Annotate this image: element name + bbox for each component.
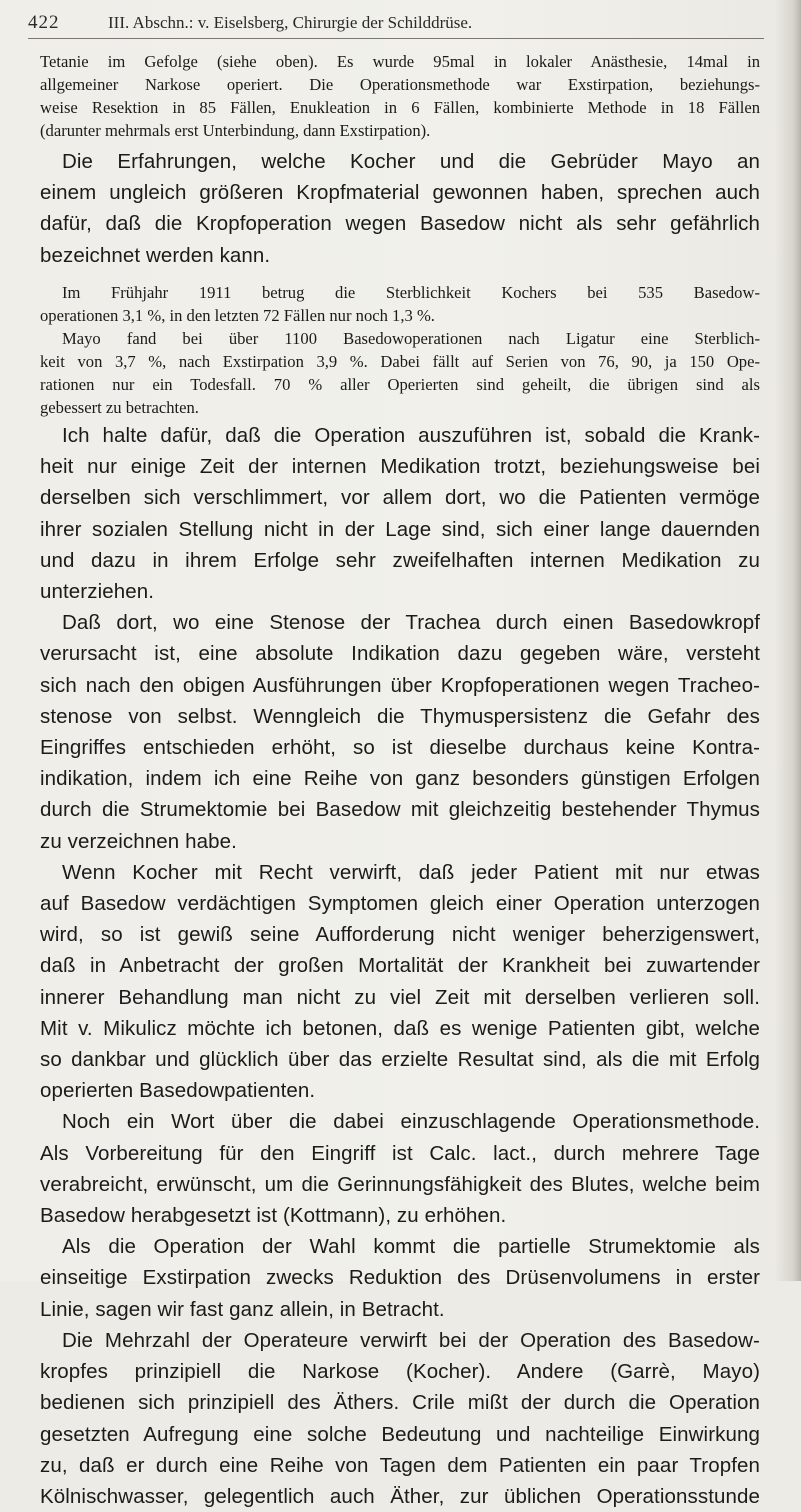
text-line: allgemeiner Narkose operiert. Die Operationsmethode war Exstirpation, beziehungs- <box>40 75 760 94</box>
paragraph-tetanie <box>40 50 760 142</box>
text-line: Die Erfahrungen, welche Kocher und die Gebrüder Mayo an <box>62 150 760 173</box>
paragraph-erfahrungen <box>40 146 760 271</box>
text-line: stenose von selbst. Wenngleich die Thymuspersistenz die Gefahr des <box>40 704 760 728</box>
text-line: Mayo fand bei über 1100 Basedowoperationen nach Ligatur eine Sterblich- <box>62 329 760 348</box>
text-line: verursacht ist, eine absolute Indikation dazu gegeben wäre, versteht <box>40 642 760 666</box>
text-line: Basedow herabgesetzt ist (Kottmann), zu erhöhen. <box>40 1204 507 1228</box>
text-line: (darunter mehrmals erst Unterbindung, dann Exstirpation). <box>40 121 431 140</box>
text-line: Wenn Kocher mit Recht verwirft, daß jeder Patient mit nur etwas <box>62 860 760 884</box>
text-line: dafür, daß die Kropfoperation wegen Basedow nicht als sehr gefährlich <box>40 212 760 236</box>
running-head <box>28 8 764 36</box>
text-line: auf Basedow verdächtigen Symptomen gleich einer Operation unterzogen <box>40 892 760 916</box>
text-line: einseitige Exstirpation zwecks Reduktion des Drüsenvolumens in erster <box>40 1266 760 1290</box>
text-line: unterziehen. <box>40 580 155 604</box>
header-rule <box>28 38 764 39</box>
text-line: verabreicht, erwünscht, um die Gerinnungsfähigkeit des Blutes, welche beim <box>40 1172 760 1196</box>
text-line: weise Resektion in 85 Fällen, Enukleation in 6 Fällen, kombinierte Methode in 18 Fällen <box>40 98 760 117</box>
text-line: Als Vorbereitung für den Eingriff ist Calc. lact., durch mehrere Tage <box>40 1141 760 1165</box>
text-line: heit nur einige Zeit der internen Medikation trotzt, beziehungsweise bei <box>40 455 760 479</box>
text-line: ihrer sozialen Stellung nicht in der Lage sind, sich einer lange dauernden <box>40 517 760 541</box>
text-line: operationen 3,1 %, in den letzten 72 Fällen nur noch 1,3 %. <box>40 306 435 325</box>
paragraph-main-body <box>40 420 760 1512</box>
text-line: und dazu in ihrem Erfolge sehr zweifelhaften internen Medikation zu <box>40 548 760 572</box>
text-line: Daß dort, wo eine Stenose der Trachea durch einen Basedowkropf <box>62 611 760 635</box>
text-line: wird, so ist gewiß seine Aufforderung nicht weniger beherzigenswert, <box>40 923 760 947</box>
text-line: Linie, sagen wir fast ganz allein, in Betracht. <box>40 1297 445 1321</box>
text-line: Eingriffes entschieden erhöht, so ist dieselbe durchaus keine Kontra- <box>40 736 760 760</box>
text-line: einem ungleich größeren Kropfmaterial gewonnen haben, sprechen auch <box>40 181 760 205</box>
text-line: kropfes prinzipiell die Narkose (Kocher). Andere (Garrè, Mayo) <box>40 1360 760 1384</box>
text-line: innerer Behandlung man nicht zu viel Zeit mit derselben verlieren soll. <box>40 985 760 1009</box>
text-line: zu, daß er durch eine Reihe von Tagen dem Patienten ein paar Tropfen <box>40 1453 760 1477</box>
text-line: keit von 3,7 %, nach Exstirpation 3,9 %. Dabei fällt auf Serien von 76, 90, ja 150 Ope- <box>40 352 760 371</box>
text-line: rationen nur ein Todesfall. 70 % aller Operierten sind geheilt, die übrigen sind als <box>40 375 760 394</box>
page-edge-shadow <box>775 0 801 1281</box>
text-line: bedienen sich prinzipiell des Äthers. Crile mißt der durch die Operation <box>40 1391 760 1415</box>
text-line: bezeichnet werden kann. <box>40 243 271 267</box>
text-line: so dankbar und glücklich über das erzielte Resultat sind, als die mit Erfolg <box>40 1048 760 1072</box>
text-line: Noch ein Wort über die dabei einzuschlagende Operationsmethode. <box>62 1110 760 1134</box>
text-line: Kölnischwasser, gelegentlich auch Äther, zur üblichen Operationsstunde <box>40 1484 760 1508</box>
text-line: Als die Operation der Wahl kommt die partielle Strumektomie als <box>62 1235 760 1259</box>
text-line: daß in Anbetracht der großen Mortalität der Krankheit bei zuwartender <box>40 954 760 978</box>
text-line: indikation, indem ich eine Reihe von ganz besonders günstigen Erfolgen <box>40 767 760 791</box>
text-line: Die Mehrzahl der Operateure verwirft bei der Operation des Basedow- <box>62 1328 760 1352</box>
text-line: zu verzeichnen habe. <box>40 829 237 853</box>
text-line: Im Frühjahr 1911 betrug die Sterblichkeit Kochers bei 535 Basedow- <box>62 283 760 302</box>
text-line: durch die Strumektomie bei Basedow mit gleichzeitig bestehender Thymus <box>40 798 760 822</box>
running-title: III. Abschn.: v. Eiselsberg, Chirurgie der Schilddrüse. <box>108 13 473 32</box>
text-line: derselben sich verschlimmert, vor allem dort, wo die Patienten vermöge <box>40 486 760 510</box>
text-line: operierten Basedowpatienten. <box>40 1079 316 1103</box>
text-line: Mit v. Mikulicz möchte ich betonen, daß es wenige Patienten gibt, welche <box>40 1016 760 1040</box>
paragraph-statistics <box>40 281 760 419</box>
text-line: Tetanie im Gefolge (siehe oben). Es wurde 95mal in lokaler Anästhesie, 14mal in <box>40 52 760 71</box>
page-number: 422 <box>28 12 60 33</box>
text-line: Ich halte dafür, daß die Operation auszuführen ist, sobald die Krank- <box>62 424 760 447</box>
text-line: sich nach den obigen Ausführungen über Kropfoperationen wegen Tracheo- <box>40 673 760 697</box>
text-line: gesetzten Aufregung eine solche Bedeutung und nachteilige Einwirkung <box>40 1422 760 1446</box>
text-line: gebessert zu betrachten. <box>40 398 199 417</box>
